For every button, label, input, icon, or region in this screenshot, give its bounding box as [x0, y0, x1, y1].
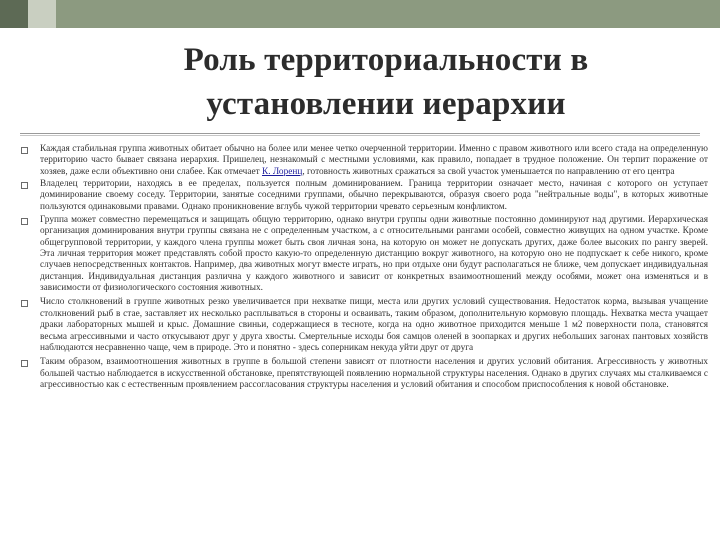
lorenz-link[interactable]: К. Лоренц	[262, 166, 303, 177]
paragraph-2-text: Владелец территории, находясь в ее пределах, пользуется полным доминированием. Граница территории означает место, начиная с которого он уступает доминирование своему соседу. Территории, занятые соседними группами, обычно перекрываются, образуя своего рода "нейтральные воды", в которых животные пользуются одинаковыми правами. Однако проникновение вглубь чужой территории чревато серьезным конфликтом.	[40, 179, 708, 212]
title-divider	[20, 133, 700, 134]
paragraph-5-text: Таким образом, взаимоотношения животных в группе в большой степени зависят от плотности населения и других условий обитания. Агрессивность у животных большей частью наблюдается в искусственной обстановке, препятствующей появлению нормальной структуры населения. Однако в других случаях мы сталкиваемся с агрессивностью как с естественным проявлением рассогласования структуры населения и условий обитания и способом приспособления к новой обстановке.	[40, 357, 708, 390]
slide-title: Роль территориальности в установлении иерархии	[183, 42, 589, 122]
bullet-item-2	[18, 179, 708, 213]
strip-bar	[56, 0, 720, 28]
paragraph-1-text-end: , готовность животных сражаться за свой участок уменьшается по направлению от его центра	[302, 166, 675, 177]
bullet-square-icon	[21, 147, 28, 154]
title-divider-secondary	[20, 135, 700, 136]
top-decorative-strip	[0, 0, 720, 28]
bullet-item-4	[18, 297, 708, 354]
bullet-item-1	[18, 144, 708, 178]
strip-square-dark	[0, 0, 28, 28]
paragraph-4-text: Число столкновений в группе животных резко увеличивается при нехватке пищи, места или других условий существования. Недостаток корма, вызывая учащение столкновений рыб в стае, заставляет их несколько расплываться в стороны и осваивать, таким образом, дополнительную кормовую площадь. Нехватка места учащает драки лабораторных мышей и крыс. Домашние свиньи, содержащиеся в тесноте, когда на одно животное приходится меньше 1 м2 поверхности пола, становятся весьма агрессивными и часто откусывают друг у друга хвосты. Смертельные исходы боя самцов оленей в зоопарках и других небольших загонах пантовых хозяйств наблюдаются несравненно чаще, чем в природе. Это и понятно - здесь соперникам некуда уйти друг от друга	[40, 297, 708, 353]
bullet-square-icon	[21, 182, 28, 189]
bullet-square-icon	[21, 360, 28, 367]
paragraph-3-text: Группа может совместно перемещаться и защищать общую территорию, однако внутри группы одни животные постоянно доминируют над другими. Иерархическая организация доминирования внутри группы связана не с определенным участком, а с относительными рангами особей, совместно живущих на одном участке. Кроме общегрупповой территории, у каждого члена группы может быть своя личная зона, на которую он может не допускать других, даже более высоких по рангу зверей. Эта личная территория может представлять собой просто какую-то определенную дистанцию вокруг животного, на которую оно не подпускает к себе никого, кроме случаев непосредственных контактов. Например, два животных могут вместе играть, но при отдыхе они будут располагаться не ближе, чем допускает индивидуальная дистанция. Индивидуальная дистанция различна у каждого животного и зависит от конкретных взаимоотношений между особями, может она изменяться и в зависимости от физиологического состояния животных.	[40, 215, 708, 294]
bullet-list	[18, 144, 708, 391]
bullet-item-5	[18, 357, 708, 391]
bullet-item-3	[18, 215, 708, 294]
paragraph-1-text: Каждая стабильная группа животных обитает обычно на более или менее четко очерченной территории. Именно с правом животного или всего стада на определенную территорию часто бывает связана иерархия. Пришелец, незнакомый с местными условиями, как правило, попадает в трудное положение. Он терпит поражение от хозяев, даже если объективно они слабее. Как отмечает	[40, 144, 708, 177]
strip-square-light	[28, 0, 56, 28]
bullet-square-icon	[21, 218, 28, 225]
bullet-square-icon	[21, 300, 28, 307]
